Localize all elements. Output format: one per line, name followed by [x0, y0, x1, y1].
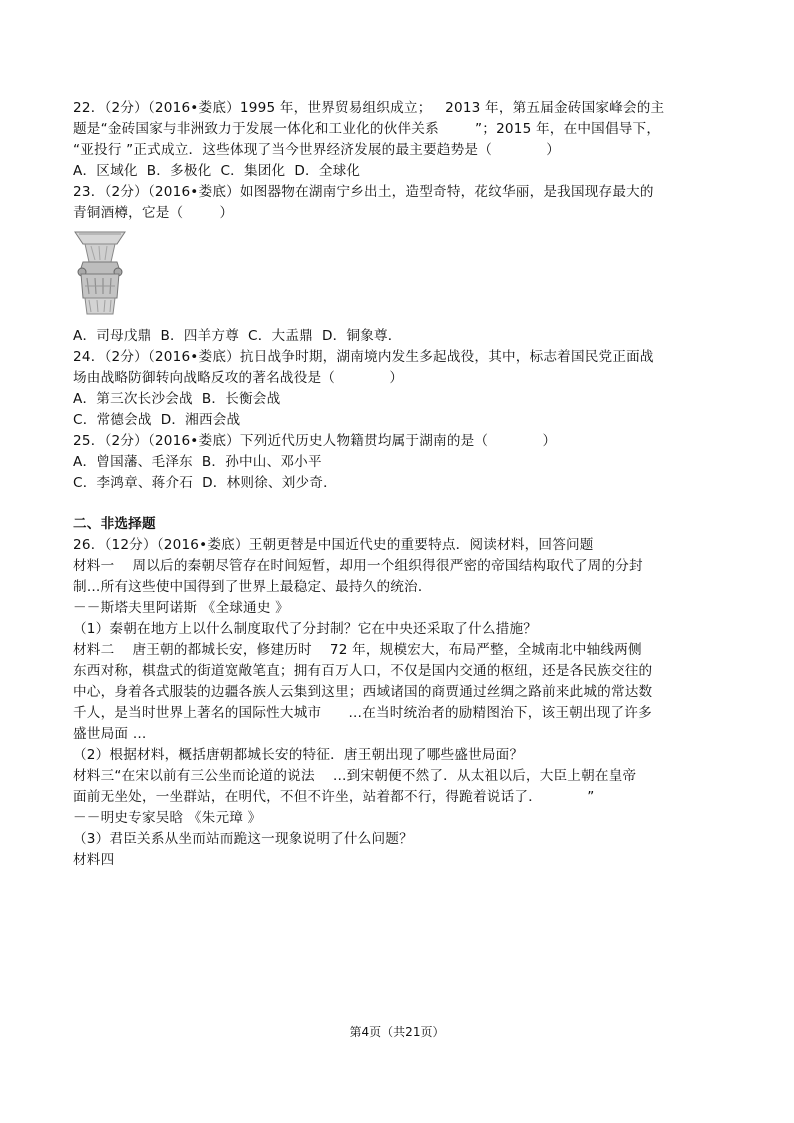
q26-material4-line1: 材料四: [73, 852, 115, 868]
q23-options: A．司母戊鼎 B．四羊方尊 C．大盂鼎 D．铜象尊．: [73, 328, 402, 344]
q26-material3-line1: 材料三“在宋以前有三公坐而论道的说法 …到宋朝便不然了．从太祖以后，大臣上朝在皇帝: [73, 768, 637, 784]
q26-material2-line4: 千人，是当时世界上著名的国际性大城市 …在当时统治者的励精图治下，该王朝出现了许多: [73, 705, 652, 721]
q26-material2-line2: 东西对称，棋盘式的街道宽敞笔直；拥有百万人口，不仅是国内交通的枢纽，还是各民族交往的: [73, 663, 653, 679]
q26-sub2: （2）根据材料，概括唐朝都城长安的特征．唐王朝出现了哪些盛世局面？: [73, 747, 524, 763]
q23-line1: 23．（2分）（2016•娄底）如图器物在湖南宁乡出土，造型奇特，花纹华丽，是我国现存最大的: [73, 184, 654, 200]
q22-line3: “亚投行 ”正式成立．这些体现了当今世界经济发展的最主要趋势是（ ）: [73, 142, 561, 158]
q24-options-1: A．第三次长沙会战 B．长衡会战: [73, 391, 281, 407]
bronze-zun-image: [73, 228, 127, 320]
q22-line1: 22．（2分）（2016•娄底）1995 年，世界贸易组织成立； 2013 年，第五届金砖国家峰会的主: [73, 100, 665, 116]
q26-material3-source: －－明史专家吴晗 《朱元璋 》: [73, 810, 262, 826]
q25-line1: 25．（2分）（2016•娄底）下列近代历史人物籍贯均属于湖南的是（ ）: [73, 433, 557, 449]
q26-material1-line1: 材料一 周以后的秦朝尽管存在时间短暂，却用一个组织得很严密的帝国结构取代了周的分封: [73, 558, 643, 574]
section2-heading: 二、非选择题: [73, 516, 156, 532]
q26-material1-source: －－斯塔夫里阿诺斯 《全球通史 》: [73, 600, 289, 616]
q26-material2-line5: 盛世局面 …: [73, 726, 147, 742]
q26-material3-line2: 面前无坐处，一坐群站，在明代，不但不许坐，站着都不行，得跪着说话了． ”: [73, 789, 595, 805]
q24-line2: 场由战略防御转向战略反攻的著名战役是（ ）: [73, 370, 404, 386]
q26-sub1: （1）秦朝在地方上以什么制度取代了分封制？它在中央还采取了什么措施？: [73, 621, 538, 637]
q23-line2: 青铜酒樽，它是（ ）: [73, 205, 234, 221]
q25-options-2: C．李鸿章、蒋介石 D．林则徐、刘少奇．: [73, 475, 337, 491]
q22-line2: 题是“金砖国家与非洲致力于发展一体化和工业化的伙伴关系 ”；2015 年，在中国倡导下，: [73, 121, 661, 137]
q26-material2-line1: 材料二 唐王朝的都城长安，修建历时 72 年，规模宏大，布局严整，全城南北中轴线两侧: [73, 642, 642, 658]
page-footer: 第4页（共21页）: [349, 1025, 445, 1039]
q22-options: A．区域化 B．多极化 C．集团化 D．全球化: [73, 163, 361, 179]
q24-line1: 24．（2分）（2016•娄底）抗日战争时期，湖南境内发生多起战役，其中，标志着国民党正面战: [73, 349, 654, 365]
q26-sub3: （3）君臣关系从坐而站而跪这一现象说明了什么问题？: [73, 831, 413, 847]
q26-line1: 26．（12分）（2016•娄底）王朝更替是中国近代史的重要特点．阅读材料，回答问题: [73, 537, 594, 553]
q24-options-2: C．常德会战 D．湘西会战: [73, 412, 241, 428]
q26-material1-line2: 制…所有这些使中国得到了世界上最稳定、最持久的统治．: [73, 579, 432, 595]
q25-options-1: A．曾国藩、毛泽东 B．孙中山、邓小平: [73, 454, 322, 470]
q26-material2-line3: 中心，身着各式服装的边疆各族人云集到这里；西域诸国的商贾通过丝绸之路前来此城的常达数: [73, 684, 653, 700]
